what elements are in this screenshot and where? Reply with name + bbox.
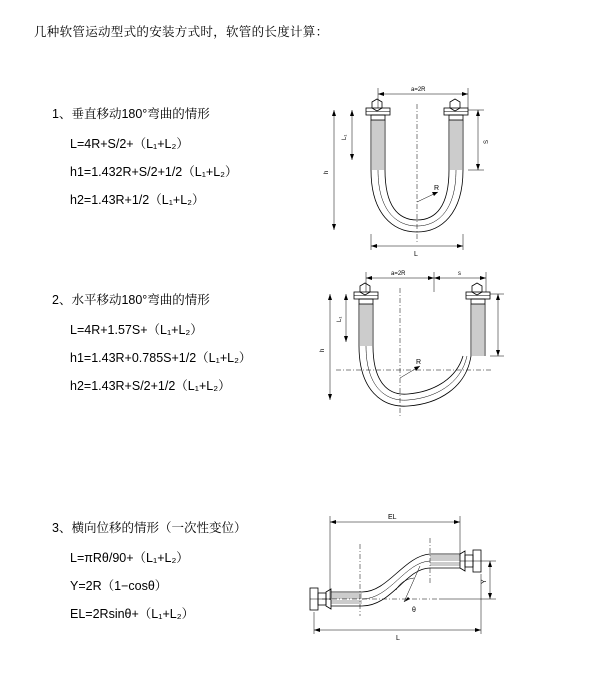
svg-text:L: L xyxy=(414,251,418,258)
section-3-formula-1: L=πRθ/90+（L₁+L₂） xyxy=(70,551,189,565)
figure-vertical-180-bend xyxy=(316,74,496,264)
svg-text:a=2R: a=2R xyxy=(411,87,426,93)
svg-text:h: h xyxy=(320,348,326,352)
svg-text:θ: θ xyxy=(412,607,416,614)
svg-text:EL: EL xyxy=(388,514,397,521)
section-3-text xyxy=(52,518,312,632)
section-2-text xyxy=(52,290,312,404)
section-1-formula-3: h2=1.43R+1/2（L₁+L₂） xyxy=(70,193,205,207)
section-1-text xyxy=(52,104,312,218)
svg-text:R: R xyxy=(434,185,440,192)
svg-text:a=2R: a=2R xyxy=(391,271,406,277)
page-title: 几种软管运动型式的安装方式时，软管的长度计算： xyxy=(34,25,329,39)
section-1-formula-1: L=4R+S/2+（L₁+L₂） xyxy=(70,137,189,151)
section-2-title: 2、水平移动180°弯曲的情形 xyxy=(52,293,210,307)
svg-text:L₁: L₁ xyxy=(337,316,343,322)
section-2-formula-2: h1=1.43R+0.785S+1/2（L₁+L₂） xyxy=(70,351,252,365)
section-3-title: 3、横向位移的情形（一次性变位） xyxy=(52,521,247,535)
section-1-title: 1、垂直移动180°弯曲的情形 xyxy=(52,107,210,121)
section-3-formula-3: EL=2Rsinθ+（L₁+L₂） xyxy=(70,607,195,621)
svg-text:s: s xyxy=(458,271,461,277)
section-3-formula-2: Y=2R（1−cosθ） xyxy=(70,579,168,593)
svg-text:R: R xyxy=(416,359,422,366)
section-1-formula-2: h1=1.432R+S/2+1/2（L₁+L₂） xyxy=(70,165,238,179)
svg-text:L₁: L₁ xyxy=(342,134,348,140)
svg-text:S: S xyxy=(484,139,490,144)
svg-text:h: h xyxy=(324,170,330,174)
figure-lateral-offset xyxy=(300,504,500,644)
svg-text:L: L xyxy=(396,635,400,642)
section-2-formula-3: h2=1.43R+S/2+1/2（L₁+L₂） xyxy=(70,379,231,393)
figure-horizontal-180-bend xyxy=(316,260,506,440)
section-2-formula-1: L=4R+1.57S+（L₁+L₂） xyxy=(70,323,203,337)
svg-text:Y: Y xyxy=(481,579,488,584)
